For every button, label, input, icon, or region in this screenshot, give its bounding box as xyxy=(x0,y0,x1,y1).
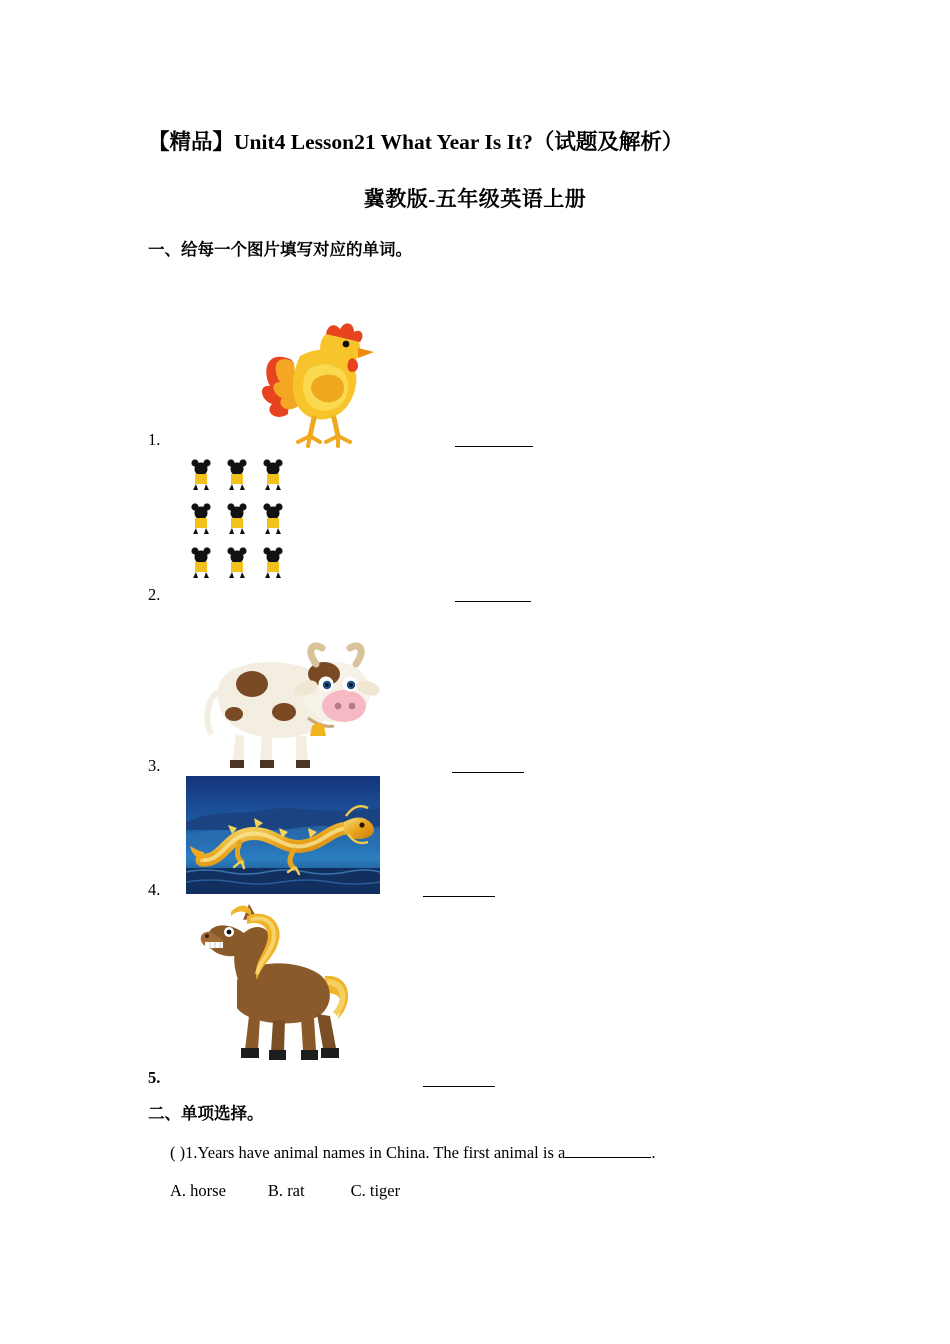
question-number-4: 4. xyxy=(148,880,161,899)
mc-options-line xyxy=(170,1178,655,1204)
mc-option-a-label: A. xyxy=(170,1180,187,1200)
answer-blank-4[interactable] xyxy=(423,882,495,902)
section-heading-2: 二、单项选择。 xyxy=(148,1104,264,1123)
question-number-3: 3. xyxy=(148,756,161,775)
question-number-2: 2. xyxy=(148,585,161,604)
mc-stem-end: . xyxy=(651,1143,656,1162)
mc-number: 1. xyxy=(185,1143,198,1162)
mc-option-c[interactable] xyxy=(351,1181,401,1200)
mice-group-picture xyxy=(185,456,295,596)
mc-option-b[interactable] xyxy=(268,1181,305,1200)
mc-option-c-text: tiger xyxy=(369,1180,401,1200)
multiple-choice-question-1 xyxy=(170,1140,655,1203)
mc-option-b-label: B. xyxy=(267,1180,284,1200)
rooster-picture xyxy=(248,300,383,452)
answer-blank-5[interactable] xyxy=(423,1072,495,1092)
answer-blank-3[interactable] xyxy=(452,758,524,778)
mc-stem-line xyxy=(170,1140,655,1166)
answer-blank-2[interactable] xyxy=(455,587,531,607)
page-subtitle: 冀教版-五年级英语上册 xyxy=(363,187,587,212)
answer-blank-1[interactable] xyxy=(455,432,533,452)
section-heading-1: 一、给每一个图片填写对应的单词。 xyxy=(148,240,412,260)
mc-option-c-label: C. xyxy=(350,1180,366,1200)
horse-picture xyxy=(187,898,369,1084)
mc-option-a-text: horse xyxy=(190,1180,226,1200)
question-number-1: 1. xyxy=(148,430,161,449)
mc-bracket[interactable]: ( ) xyxy=(170,1143,186,1162)
dragon-picture xyxy=(186,776,380,894)
mc-stem: Years have animal names in China. The first animal is a xyxy=(197,1143,566,1162)
question-number-5: 5. xyxy=(148,1068,161,1087)
cow-picture xyxy=(200,622,382,770)
mc-stem-blank[interactable] xyxy=(565,1144,651,1158)
mc-option-a[interactable] xyxy=(170,1181,226,1200)
page-title: 【精品】Unit4 Lesson21 What Year Is It?（试题及解析） xyxy=(148,130,684,154)
mc-option-b-text: rat xyxy=(287,1180,305,1200)
